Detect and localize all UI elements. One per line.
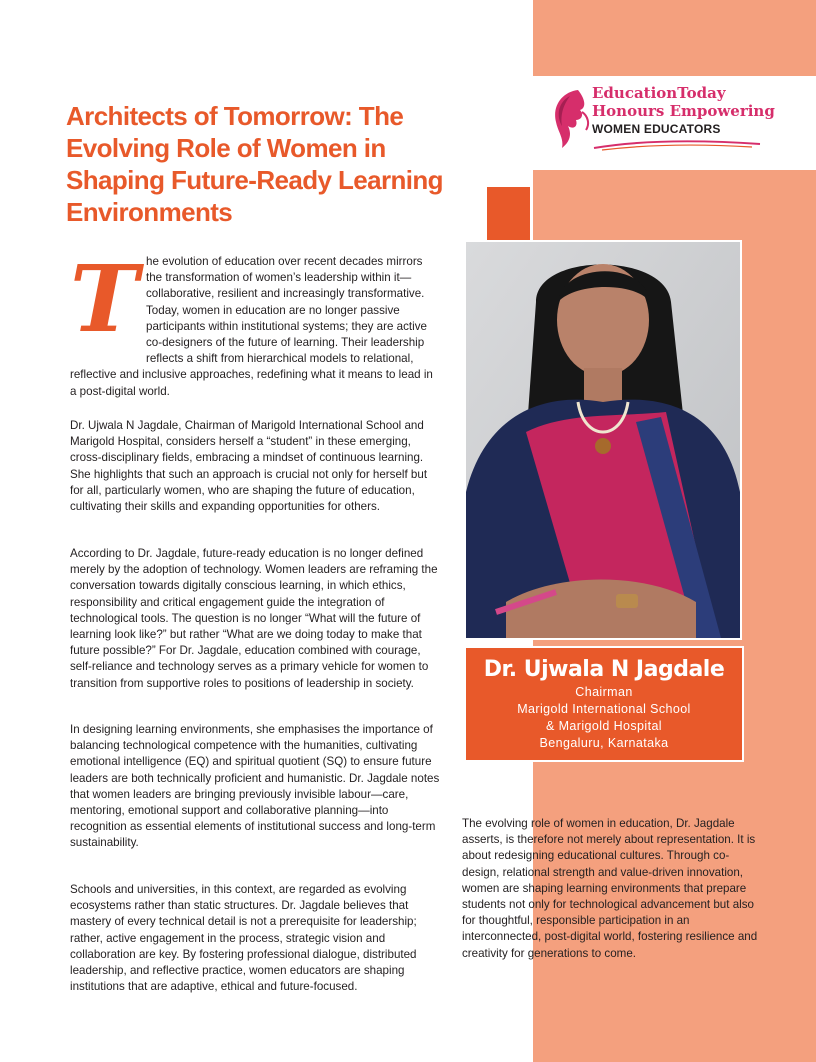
article-paragraph-2: Dr. Ujwala N Jagdale, Chairman of Marigold International School and Marigold Hospital, considers herself a “student” in these emerging, cross-disciplinary fields, embracing a mindset of continuous learning. She highlights that such an approach is crucial not only for herself but for all, particularly women, who are shaping the future of education, cultivating their skills and expanding opportunities for others. xyxy=(70,419,428,514)
drop-cap: T xyxy=(70,245,139,353)
article-paragraph-4: In designing learning environments, she emphasises the importance of balancing technological competence with the humanities, cultivating emotional intelligence (EQ) and spiritual quotient (SQ) to ensure future leaders are both technically proficient and humanistic. Dr. Jagdale notes that women leaders are bringing previously invisible labour—care, mentoring, emotional support and collaborative planning—into recognition as essential elements of institutional success and long-term sustainability. xyxy=(70,723,440,850)
logo-line-3: WOMEN EDUCATORS xyxy=(592,122,721,136)
profile-caption xyxy=(464,646,744,762)
portrait-illustration xyxy=(466,242,740,638)
article-paragraph-5: Schools and universities, in this context, are regarded as evolving ecosystems rather than static structures. Dr. Jagdale believes that mastery of every technical detail is not a prerequisite for leadership; rather, active engagement in the process, strategic vision and collaboration are key. By fostering professional dialogue, distributed leadership, and reflective practice, women educators are shaping institutions that are adaptive, ethical and future-focused. xyxy=(70,883,417,994)
woman-profile-logo-icon xyxy=(548,86,598,162)
logo-swoosh-icon xyxy=(592,138,762,152)
article-paragraph-6: The evolving role of women in education, Dr. Jagdale asserts, is therefore not merely about representation. It is about redesigning educational cultures. Through co-design, relational strength and value-driven innovation, women are shaping learning environments that prepare students not only for technological advancement but also for thoughtful, responsible participation in an interconnected, post-digital world, fostering resilience and creativity for generations to come. xyxy=(462,817,758,960)
article-headline: Architects of Tomorrow: The Evolving Role of Women in Shaping Future-Ready Learning Environments xyxy=(66,101,443,227)
portrait-photo xyxy=(464,240,742,640)
profile-location: Bengaluru, Karnataka xyxy=(539,736,669,750)
article-paragraph-1 xyxy=(70,245,440,400)
decor-top-panel xyxy=(533,0,816,76)
profile-org-line-2: & Marigold Hospital xyxy=(546,719,662,733)
decor-accent-square xyxy=(487,187,530,240)
profile-title: Chairman xyxy=(575,685,633,699)
article-paragraph-3: According to Dr. Jagdale, future-ready education is no longer defined merely by the adoption of technology. Women leaders are reframing the conversation towards digitally conscious learning, in which ethics, responsibility and critical engagement guide the integration of technological tools. The question is no longer “What will the future of learning look like?” but rather “What are we doing today to make that future possible?” For Dr. Jagdale, education combined with courage, self-reliance and technology serves as a primary vehicle for women to transition from supportive roles to positions of leadership in society. xyxy=(70,547,438,690)
logo-line-1: EducationToday xyxy=(592,84,726,102)
education-today-logo xyxy=(548,82,775,162)
paragraph-1-text: he evolution of education over recent decades mirrors the transformation of women’s leadership within it—collaborative, resilient and increasingly transformative. Today, women in education are no longer passive participants within institutional systems; they are active co-designers of the future of learning. Their leadership reflects a shift from hierarchical models to relational, reflective and inclusive approaches, redefining what it means to lead in a post-digital world. xyxy=(70,255,433,398)
logo-line-2: Honours Empowering xyxy=(592,102,775,120)
profile-name: Dr. Ujwala N Jagdale xyxy=(483,657,725,682)
profile-org-line-1: Marigold International School xyxy=(517,702,691,716)
